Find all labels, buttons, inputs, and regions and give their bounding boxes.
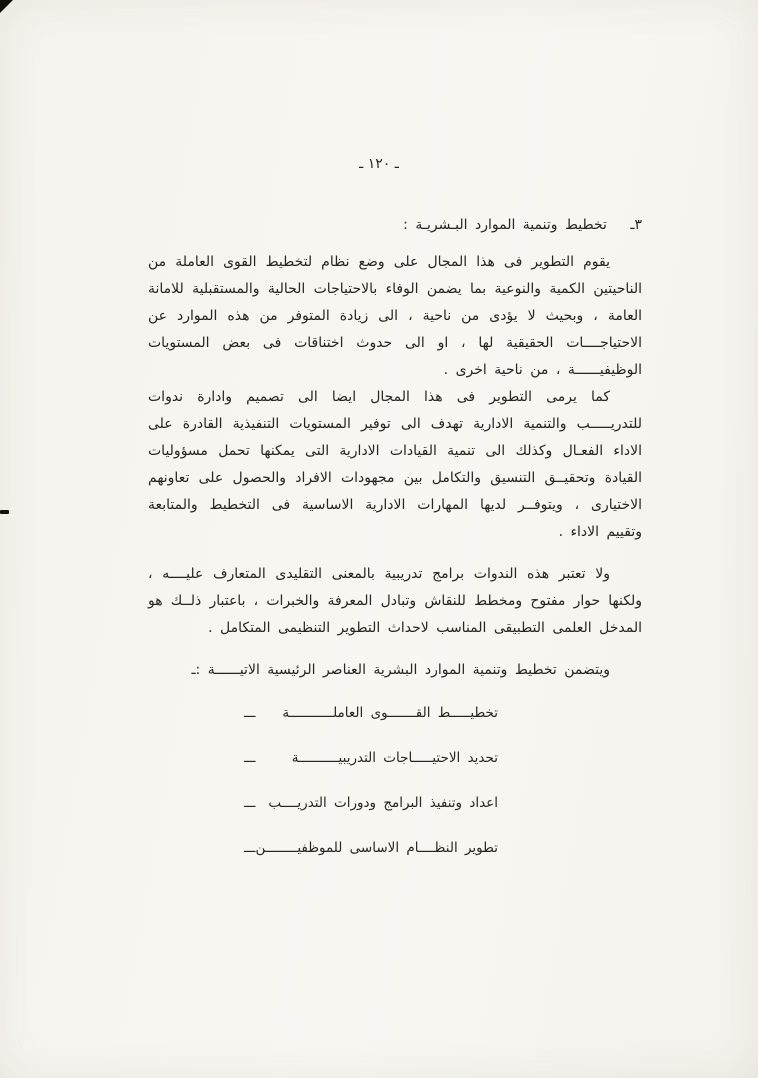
list-dash-icon: ـــ xyxy=(244,751,256,766)
section-number: ٣ـ xyxy=(630,217,642,233)
list-item-text: تحديد الاحتيـــــاجات التدريبيــــــــــة xyxy=(291,750,498,766)
list-intro: ويتضمن تخطيط وتنمية الموارد البشرية العناصر الرئيسية الاتيــــــة :ـ xyxy=(191,662,610,678)
list-dash-icon: ـــ xyxy=(244,841,256,856)
section-heading xyxy=(148,212,642,239)
list-item-text: تخطيـــــط القـــــــوى العاملـــــــــــة xyxy=(282,705,498,721)
paragraph-1: يقوم التطوير فى هذا المجال على وضع نظام لتخطيط القوى العاملة من الناحيتين الكمية والنوعية بما يضمن الوفاء بالاحتياجات الحالية والمستقبلية للامانة العامة ، وبحيث لا يؤدى من ناحية ، الى زيادة المتوفر من هذه الموارد عن الاحتياجــــات الحقيقية لها ، او الى حدوث اختناقات فى بعض المستويات الوظيفيــــــة ، من ناحية اخرى . xyxy=(148,254,642,378)
paragraph-3: ولا تعتبر هذه الندوات برامج تدريبية بالمعنى التقليدى المتعارف عليــــه ، ولكنها حوار مفتوح ومخطط للنقاش وتبادل المعرفة والخبرات ، باعتبار ذلــك هو المدخل العلمى التطبيقى المناسب لاحداث التطوير التنظيمى المتكامل . xyxy=(148,566,642,636)
list-item xyxy=(244,700,498,727)
scan-artifact-edge-mark xyxy=(0,510,9,514)
list-item-text: اعداد وتنفيذ البرامج ودورات التدريــــب xyxy=(268,795,498,811)
paragraph-2: كما يرمى التطوير فى هذا المجال ايضا الى تصميم وادارة ندوات للتدريـــــب والتنمية الادارية تهدف الى توفير المستويات التنفيذية القادرة على الاداء الفعـال وكذلك الى تنمية القيادات الادارية التى يمكنها تحمل مسؤوليات القيادة وتحقيــق التنسيق والتكامل بين مجهودات الافراد والحصول على تعاونهم الاختيارى ، ويتوفــر لديها المهارات الادارية الاساسية فى التخطيط والمتابعة وتقييم الاداء . xyxy=(148,389,642,540)
list-dash-icon: ـــ xyxy=(244,706,256,721)
bullet-list xyxy=(148,700,642,862)
list-item-text: تطوير النظــــام الاساسى للموظفيــــــــن xyxy=(255,840,498,856)
scan-artifact-corner xyxy=(0,0,13,13)
list-item xyxy=(244,835,498,862)
page-number: ـ ١٢٠ ـ xyxy=(359,156,399,172)
list-dash-icon: ـــ xyxy=(244,796,256,811)
section-title: تخطيط وتنمية الموارد البـشريـة : xyxy=(403,217,607,233)
document-content xyxy=(148,212,642,880)
list-item xyxy=(244,790,498,817)
list-item xyxy=(244,745,498,772)
